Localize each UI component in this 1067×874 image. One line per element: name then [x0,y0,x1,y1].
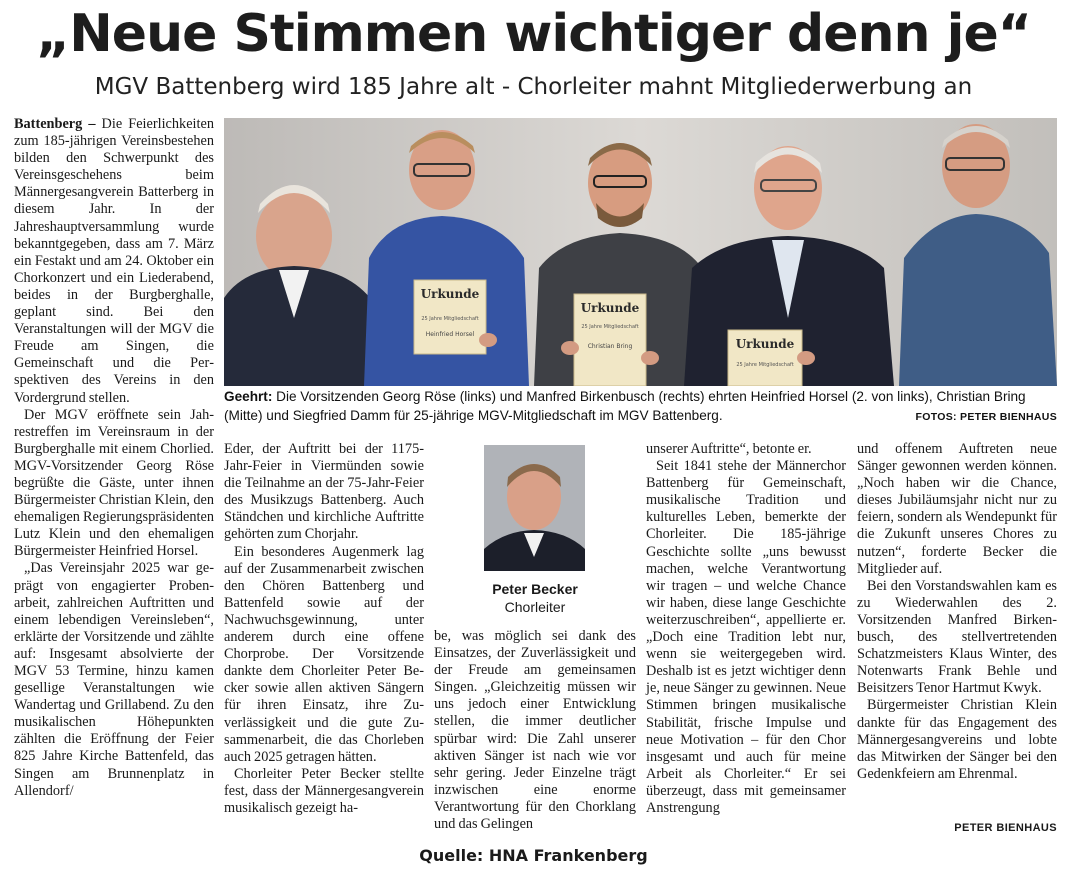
paragraph: Bei den Vorstandswahlen kam es zu Wiederwahlen des 2. Vorsitzenden Manfred Birkenbusch, des stellvertretenden Schatzmeisters Klaus Winter, des Notenwarts Frank Behle und Beisitzers Tenor Hartmut Kwyk. [857,577,1057,697]
text-column-5 [857,441,1057,783]
certificate-1-name: Heinfried Horsel [425,331,475,338]
portrait-caption [470,580,600,616]
group-photo [224,118,1057,386]
paragraph: unserer Auftritte“, betonte er. [646,441,812,457]
paragraph: Chorleiter Peter Becker stellte fest, dass der Männergesangverein musikalisch gezeigt ha- [224,765,424,816]
certificate-2-name: Christian Bring [587,343,633,350]
certificate-3-title: Urkunde [735,337,795,351]
paragraph: Battenberg – Die Feierlichkeiten zum 185-jährigen Vereinsbestehen bilden den Schwerpunkt des Vereinsgeschehens beim Männergesangverein Batterberg in diesem Jahr. In der Jahreshauptversammlung wurde bekanntgegeben, dass am 7. März ein Festakt und am 24. Oktober ein Chorkonzert und ein Liederabend, beides in der Burgberghalle, geplant sind. Bei den Veranstaltungen will der MGV die Freude am Singen, die Gemeinschaft und die Perspektiven des Vereins in den Vordergrund stellen. [14,116,214,406]
caption-label: Geehrt: [224,389,273,404]
portrait-role: Chorleiter [504,599,566,615]
paragraph: Bürgermeister Christian Klein dankte für das Engagement des Männergesangvereins und lobte das Mitwirken der Sänger bei den Gedenkfeiern am Ehrenmal. [857,697,1057,782]
photo-credit: FOTOS: PETER BIENHAUS [915,411,1057,423]
paragraph: be, was möglich sei dank des Einsatzes, der Zuverlässigkeit und der Freude am gemeinsamen Singen. „Gleichzeitig müssen wir uns jedoch einer Entwicklung stellen, die immer deutlicher spürbar wird: Die Zahl unserer aktiven Sänger ist nach wie vor sehr gering. Jeder Einzelne trägt inzwischen eine enorme Verantwortung für den Chorklang und das Gelingen [434,628,636,833]
certificate-1-title: Urkunde [420,287,480,301]
author-byline: PETER BIENHAUS [954,822,1057,834]
paragraph: Eder, der Auftritt bei der 1175-Jahr-Feier in Viermünden sowie die Teilnahme an der 75-Jahr-Feier des Musikzugs Battenberg. Auch Ständchen und kirchliche Auftritte gehörten zum Chorjahr. [224,441,424,543]
paragraph: Der MGV eröffnete sein Jahrestreffen im Vereinsraum in der Burgberghalle mit einem Chorlied. MGV-Vorsitzender Georg Röse begrüßte die Gäste, unter ihnen Bürgermeister Christian Klein, den ehemaligen Regierungspräsidenten Lutz Klein und den ehemaligen Bürgermeister Heinfried Horsel. [14,406,214,560]
headline: „Neue Stimmen wichtiger denn je“ [36,4,1031,64]
certificate-3-subtitle: 25 Jahre Mitgliedschaft [736,362,794,368]
paragraph: „Das Vereinsjahr 2025 war geprägt von engagierter Probenarbeit, zahlreichen Auftritten und einem lebendigen Vereinsleben“, erklärte der Vorsitzende und zählte auf: Insgesamt absolvierte der MGV 53 Termine, hinzu kamen gesellige Veranstaltungen wie Wandertag und Grillabend. Zu den musikalischen Höhepunkten zählten die Eröffnung der Feier 825 Jahre Kirche Battenfeld, das Singen am Brunnenplatz in Allendorf/ [14,560,214,799]
source-line: Quelle: HNA Frankenberg [419,846,648,865]
portrait-photo [484,445,585,571]
text-column-2 [224,441,424,817]
caption-text: Die Vorsitzenden Georg Röse (links) und Manfred Birkenbusch (rechts) ehrten Heinfried Horsel (2. von links), Christian Bring (Mitte) und Siegfried Damm für 25-jährige MGV-Mitgliedschaft im MGV Battenberg. [224,389,1026,423]
paragraph: Seit 1841 stehe der Männerchor Battenberg für Gemeinschaft, musikalische Tradition und kulturelles Leben, bemerkte der Chorleiter. Die 185-jährige Geschichte sollte „uns bewusst machen, welche Verantwortung wir tragen – und welche Chance wir haben, diese lange Geschichte weiterzuschreiben“, appellierte er. „Doch eine Tradition lebt nur, wenn sie weitergegeben wird. Deshalb ist es jetzt wichtiger denn je, neue Sänger zu gewinnen. Neue Stimmen bringen musikalische Stabilität, frische Impulse und neue Motivation – für den Chor insgesamt und auch für meine Arbeit als Chorleiter.“ Er sei überzeugt, dass mit gemeinsamer Anstrengung [646,458,846,816]
certificate-1-subtitle: 25 Jahre Mitgliedschaft [421,316,479,322]
portrait-name: Peter Becker [492,581,578,597]
certificate-2-title: Urkunde [580,301,640,315]
text-column-1 [14,116,214,800]
text-column-4 [646,441,846,817]
dateline: Battenberg – [14,116,96,132]
subheadline: MGV Battenberg wird 185 Jahre alt - Chorleiter mahnt Mitgliederwerbung an [94,74,973,100]
paragraph: Ein besonderes Augenmerk lag auf der Zusammenarbeit zwischen den Chören Battenberg und Battenfeld sowie auf der Nachwuchsgewinnung, unter anderem durch eine offene Chorprobe. Der Vorsitzende dankte dem Chorleiter Peter Becker sowie allen aktiven Sängern für ihren Einsatz, ihre Zuverlässigkeit und die gute Zusammenarbeit, die das Chorleben auch 2025 getragen hätten. [224,543,424,765]
certificate-2-subtitle: 25 Jahre Mitgliedschaft [581,324,639,330]
text-column-3 [434,628,636,833]
photo-caption [224,387,1057,427]
paragraph: und offenem Auftreten neue Sänger gewonnen werden können. „Noch haben wir die Chance, dieses Jubiläumsjahr nicht nur zu feiern, sondern als Wendepunkt für die Zukunft unseres Chores zu nutzen“, forderte Becker die Mitglieder auf. [857,441,1057,577]
